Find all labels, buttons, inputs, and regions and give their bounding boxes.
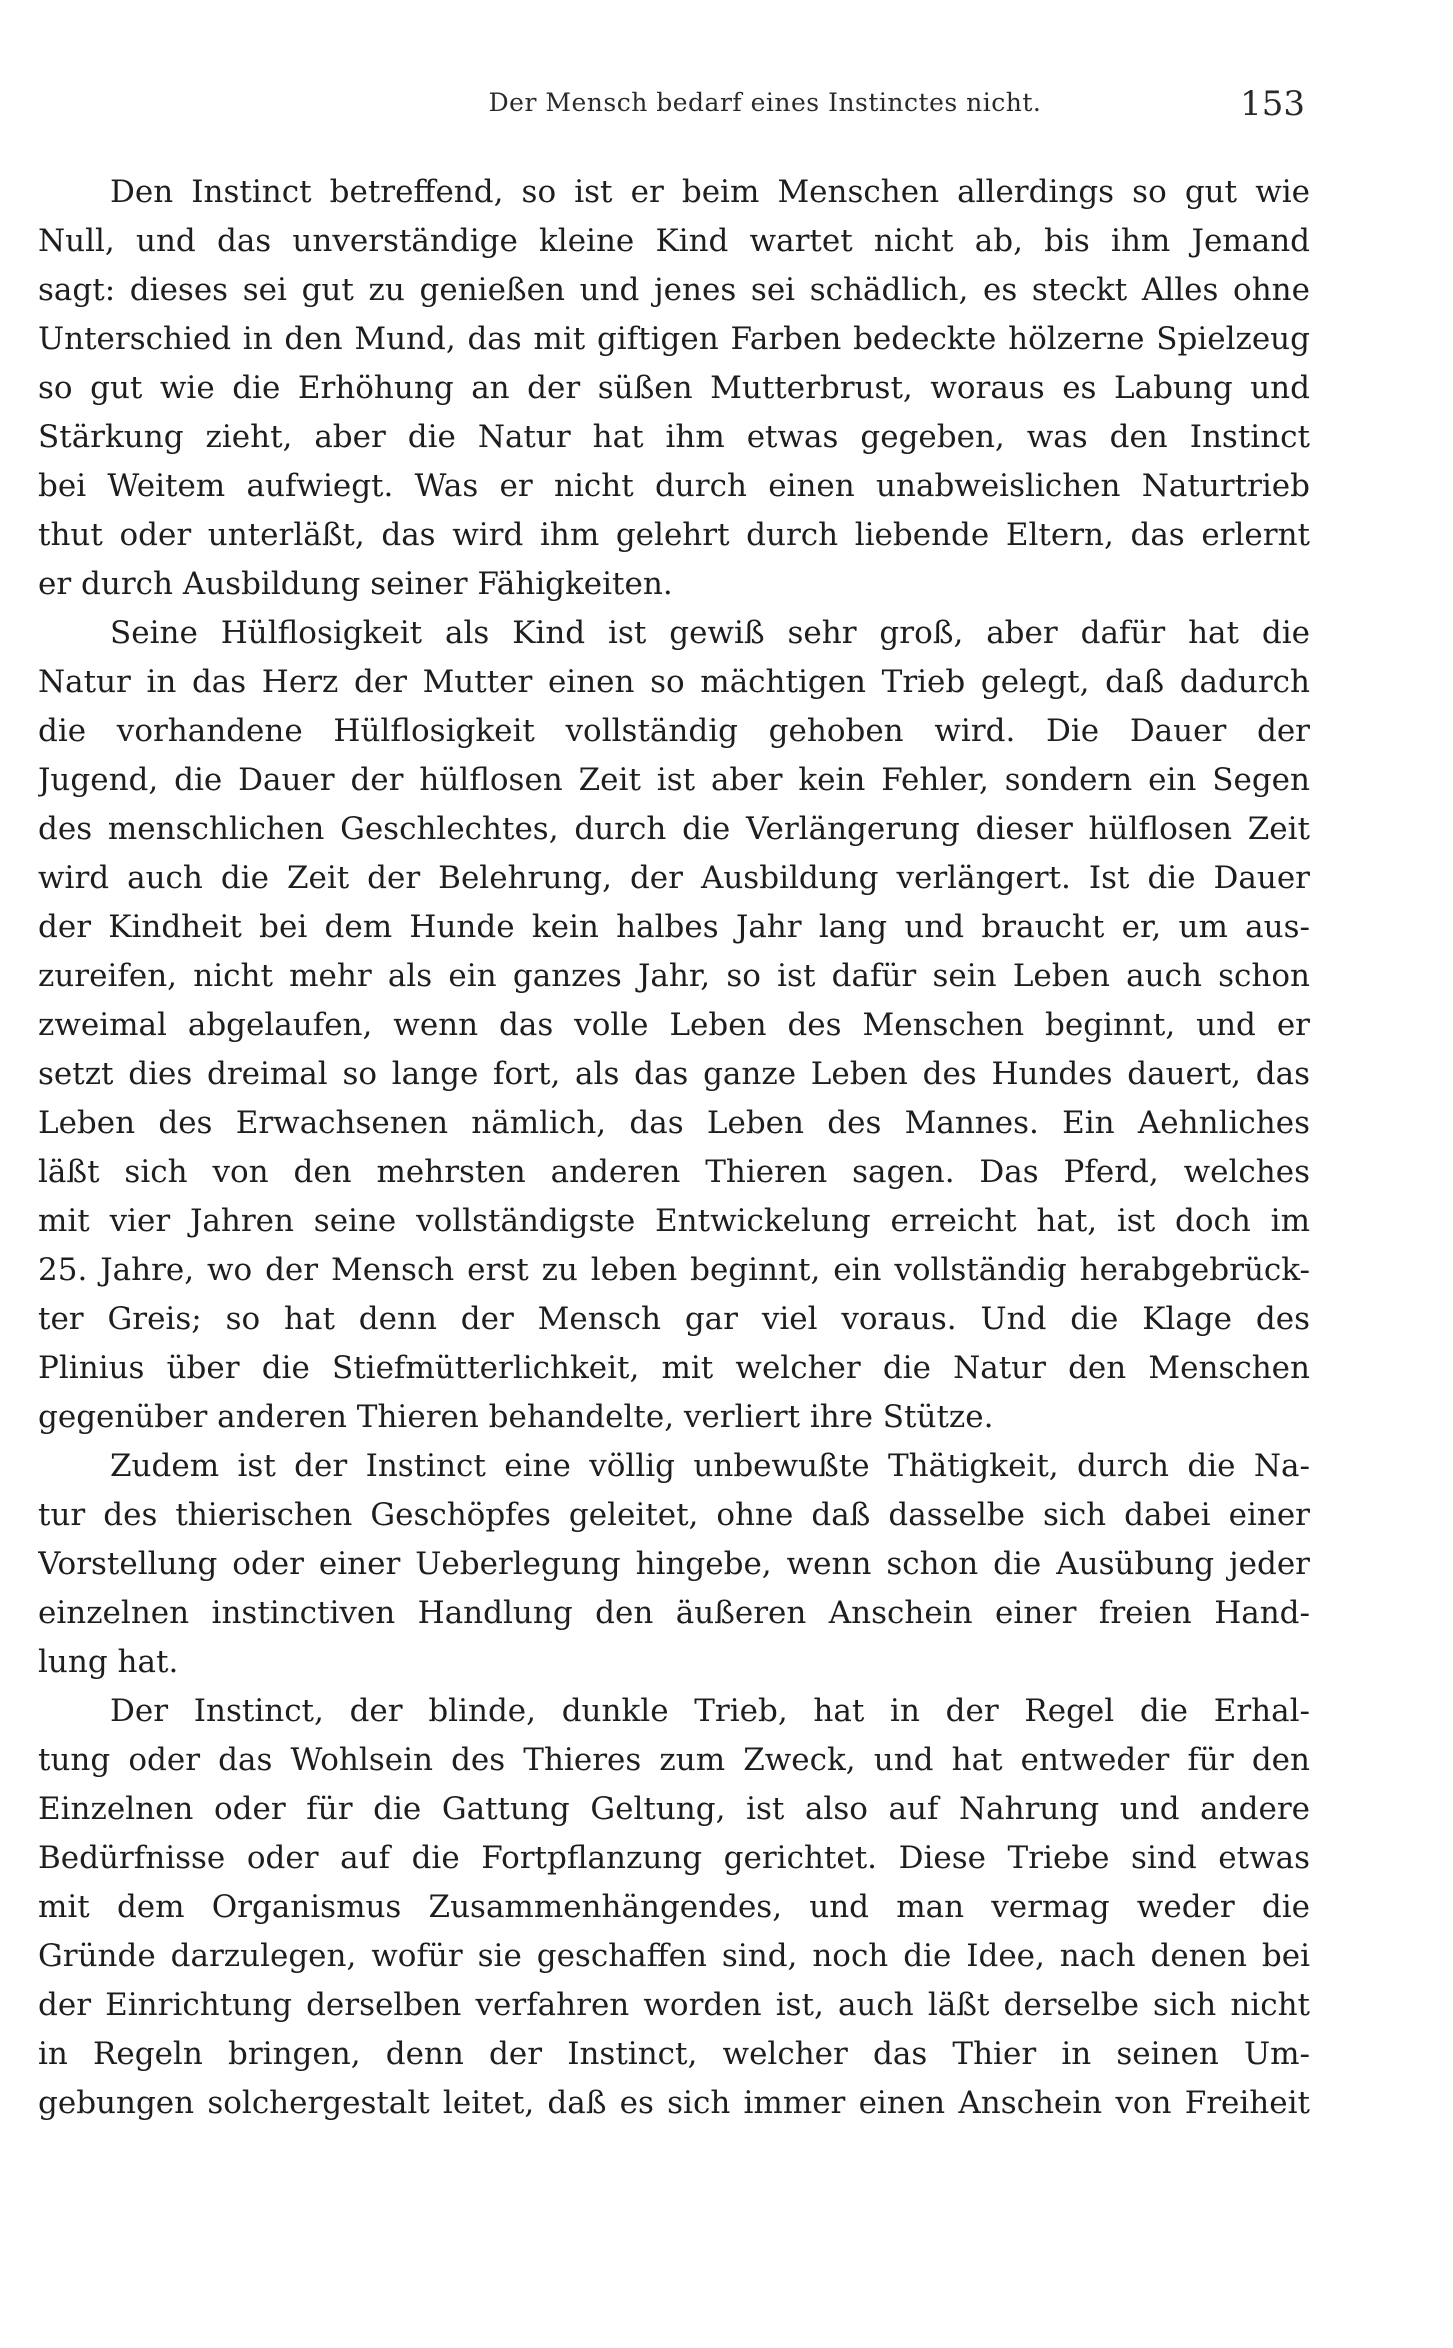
paragraph-2	[38, 609, 1310, 1442]
paragraph-3	[38, 1442, 1310, 1687]
text-line: Seine Hülflosigkeit als Kind ist gewiß sehr groß, aber dafür hat die	[110, 615, 1310, 651]
text-line: Einzelnen oder für die Gattung Geltung, ist also auf Nahrung und andere	[38, 1791, 1310, 1827]
text-line: Leben des Erwachsenen nämlich, das Leben des Mannes. Ein Aehnliches	[38, 1105, 1310, 1141]
text-line: tung oder das Wohlsein des Thieres zum Zweck, und hat entweder für den	[38, 1742, 1310, 1778]
text-line: lung hat.	[38, 1644, 179, 1680]
text-line: wird auch die Zeit der Belehrung, der Ausbildung verlängert. Ist die Dauer	[38, 860, 1310, 896]
text-line: läßt sich von den mehrsten anderen Thieren sagen. Das Pferd, welches	[38, 1154, 1310, 1190]
text-line: Zudem ist der Instinct eine völlig unbewußte Thätigkeit, durch die Na-	[110, 1448, 1310, 1484]
page-number: 153	[1240, 84, 1305, 124]
text-line: der Einrichtung derselben verfahren worden ist, auch läßt derselbe sich nicht	[38, 1987, 1310, 2023]
text-line: gebungen solchergestalt leitet, daß es sich immer einen Anschein von Freiheit	[38, 2085, 1310, 2121]
text-line: mit dem Organismus Zusammenhängendes, und man vermag weder die	[38, 1889, 1310, 1925]
text-line: der Kindheit bei dem Hunde kein halbes Jahr lang und braucht er, um aus-	[38, 909, 1310, 945]
text-line: Stärkung zieht, aber die Natur hat ihm etwas gegeben, was den Instinct	[38, 419, 1310, 455]
text-line: Bedürfnisse oder auf die Fortpflanzung gerichtet. Diese Triebe sind etwas	[38, 1840, 1310, 1876]
text-line: in Regeln bringen, denn der Instinct, welcher das Thier in seinen Um-	[38, 2036, 1310, 2072]
text-line: so gut wie die Erhöhung an der süßen Mutterbrust, woraus es Labung und	[38, 370, 1310, 406]
running-title: Der Mensch bedarf eines Instinctes nicht.	[488, 88, 1042, 117]
paragraph-4	[38, 1687, 1310, 2128]
text-line: bei Weitem aufwiegt. Was er nicht durch einen unabweislichen Naturtrieb	[38, 468, 1310, 504]
text-line: Gründe darzulegen, wofür sie geschaffen sind, noch die Idee, nach denen bei	[38, 1938, 1310, 1974]
text-line: tur des thierischen Geschöpfes geleitet, ohne daß dasselbe sich dabei einer	[38, 1497, 1310, 1533]
text-line: gegenüber anderen Thieren behandelte, verliert ihre Stütze.	[38, 1399, 994, 1435]
text-line: Plinius über die Stiefmütterlichkeit, mit welcher die Natur den Menschen	[38, 1350, 1310, 1386]
text-line: zureifen, nicht mehr als ein ganzes Jahr, so ist dafür sein Leben auch schon	[38, 958, 1310, 994]
text-line: einzelnen instinctiven Handlung den äußeren Anschein einer freien Hand-	[38, 1595, 1310, 1631]
text-line: sagt: dieses sei gut zu genießen und jenes sei schädlich, es steckt Alles ohne	[38, 272, 1310, 308]
text-line: die vorhandene Hülflosigkeit vollständig gehoben wird. Die Dauer der	[38, 713, 1310, 749]
text-line: Den Instinct betreffend, so ist er beim Menschen allerdings so gut wie	[110, 174, 1310, 210]
text-line: er durch Ausbildung seiner Fähigkeiten.	[38, 566, 673, 602]
text-line: setzt dies dreimal so lange fort, als das ganze Leben des Hundes dauert, das	[38, 1056, 1310, 1092]
text-line: zweimal abgelaufen, wenn das volle Leben des Menschen beginnt, und er	[38, 1007, 1310, 1043]
text-line: ter Greis; so hat denn der Mensch gar viel voraus. Und die Klage des	[38, 1301, 1310, 1337]
text-line: Natur in das Herz der Mutter einen so mächtigen Trieb gelegt, daß dadurch	[38, 664, 1310, 700]
text-body	[38, 168, 1310, 2128]
paragraph-1	[38, 168, 1310, 609]
text-line: Der Instinct, der blinde, dunkle Trieb, hat in der Regel die Erhal-	[110, 1693, 1310, 1729]
text-line: Jugend, die Dauer der hülflosen Zeit ist aber kein Fehler, sondern ein Segen	[38, 762, 1310, 798]
text-line: Unterschied in den Mund, das mit giftigen Farben bedeckte hölzerne Spielzeug	[38, 321, 1310, 357]
text-line: mit vier Jahren seine vollständigste Entwickelung erreicht hat, ist doch im	[38, 1203, 1310, 1239]
text-line: thut oder unterläßt, das wird ihm gelehrt durch liebende Eltern, das erlernt	[38, 517, 1310, 553]
text-line: Null, und das unverständige kleine Kind wartet nicht ab, bis ihm Jemand	[38, 223, 1310, 259]
text-line: Vorstellung oder einer Ueberlegung hingebe, wenn schon die Ausübung jeder	[38, 1546, 1310, 1582]
text-line: des menschlichen Geschlechtes, durch die Verlängerung dieser hülflosen Zeit	[38, 811, 1310, 847]
text-line: 25. Jahre, wo der Mensch erst zu leben beginnt, ein vollständig herabgebrück-	[38, 1252, 1310, 1288]
